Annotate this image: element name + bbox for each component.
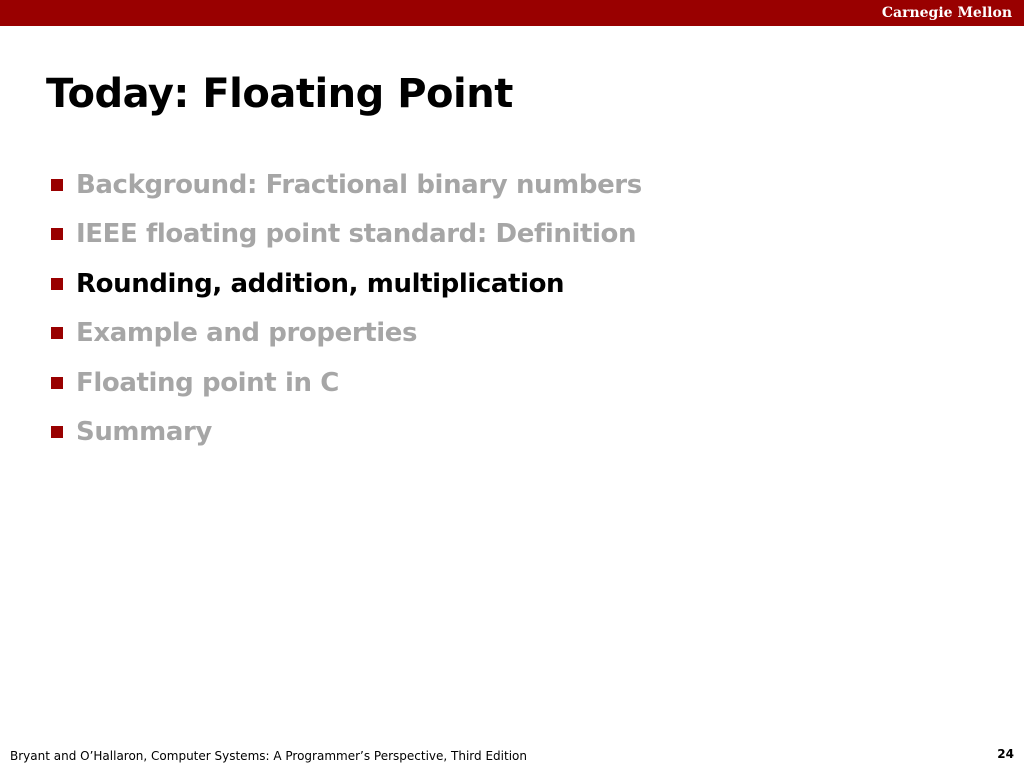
- footer-citation: Bryant and O’Hallaron, Computer Systems: A Programmer’s Perspective, Third Edition: [10, 749, 527, 763]
- square-bullet-icon: [51, 426, 63, 438]
- agenda-item-summary: [46, 408, 642, 458]
- agenda-item-background: [46, 160, 642, 210]
- square-bullet-icon: [51, 377, 63, 389]
- agenda-item-label: Floating point in C: [76, 367, 339, 398]
- agenda-item-label: Background: Fractional binary numbers: [76, 169, 642, 200]
- square-bullet-icon: [51, 179, 63, 191]
- square-bullet-icon: [51, 327, 63, 339]
- agenda-item-label: Rounding, addition, multiplication: [76, 268, 565, 299]
- square-bullet-icon: [51, 278, 63, 290]
- page-number: 24: [997, 747, 1014, 761]
- agenda-item-ieee-standard: [46, 210, 642, 260]
- agenda-list: [46, 160, 642, 457]
- agenda-item-rounding: [46, 259, 642, 309]
- agenda-item-floating-point-c: [46, 358, 642, 408]
- agenda-item-label: Summary: [76, 417, 212, 448]
- slide-title: Today: Floating Point: [46, 71, 513, 117]
- agenda-item-label: IEEE floating point standard: Definition: [76, 219, 637, 250]
- brand-label: Carnegie Mellon: [881, 5, 1012, 21]
- agenda-item-label: Example and properties: [76, 318, 418, 349]
- agenda-item-example: [46, 309, 642, 359]
- header-bar: [0, 0, 1024, 26]
- square-bullet-icon: [51, 228, 63, 240]
